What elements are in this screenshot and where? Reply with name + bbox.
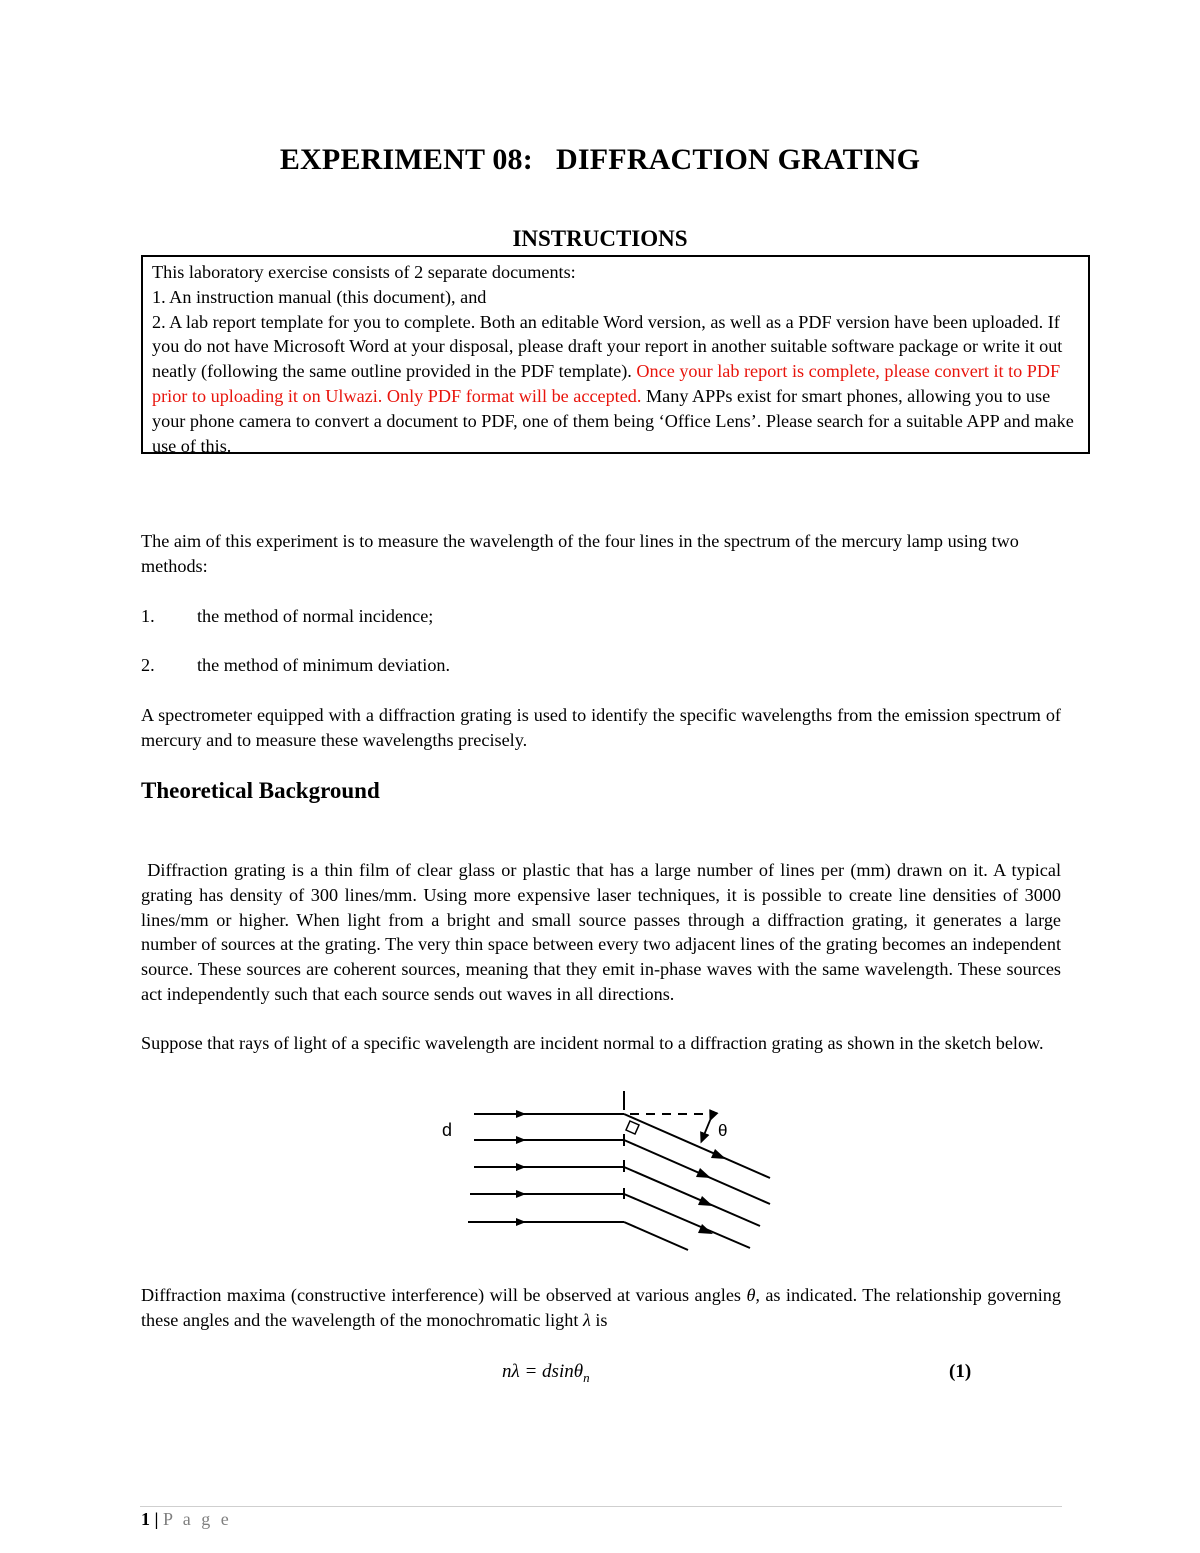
instructions-box	[141, 255, 1090, 454]
arrow-icon	[698, 1196, 713, 1206]
instructions-line-1: This laboratory exercise consists of 2 separate documents:	[152, 262, 576, 282]
label-theta: θ	[718, 1121, 728, 1140]
spectrometer-paragraph: A spectrometer equipped with a diffraction grating is used to identify the specific wavelengths from the emission spectrum of mercury and to measure these wavelengths precisely.	[141, 705, 1061, 750]
equation-subscript: n	[583, 1369, 590, 1385]
arrow-icon	[696, 1168, 711, 1178]
equation-lhs: nλ = dsinθ	[502, 1361, 584, 1382]
aim-paragraph: The aim of this experiment is to measure the wavelength of the four lines in the spectrum of the mercury lamp using two methods:	[141, 531, 1019, 576]
diffracted-ray	[624, 1140, 770, 1204]
method-item-2	[141, 653, 1061, 678]
maxima-text-a: Diffraction maxima (constructive interference) will be observed at various angles	[141, 1285, 747, 1305]
angle-arc	[702, 1118, 711, 1140]
maxima-text-c: is	[590, 1309, 608, 1330]
instructions-heading: INSTRUCTIONS	[512, 226, 688, 251]
arrow-icon	[711, 1149, 726, 1159]
method-number: 1.	[141, 606, 155, 626]
instructions-paragraph	[152, 310, 1082, 459]
diffracted-ray	[624, 1167, 760, 1226]
arrow-icon	[516, 1136, 526, 1144]
label-d: d	[442, 1120, 453, 1140]
lambda-symbol: λ	[582, 1309, 591, 1330]
method-number: 2.	[141, 655, 155, 675]
diffracted-ray	[624, 1194, 750, 1248]
instructions-line-3: 2. A lab report template for you to complete. Both an editable Word version, as well as a PDF version have been uploaded. If you do not have Microsoft Word at your disposal, please draft your report in another suitable software package or write it out neatly (following the same outline provided in the PDF template).	[152, 311, 1063, 382]
method-text: the method of minimum deviation.	[197, 655, 451, 675]
diffracted-ray	[624, 1222, 688, 1250]
arrow-icon	[516, 1218, 526, 1226]
method-item-1	[141, 604, 1061, 629]
theory-paragraph-2: Suppose that rays of light of a specific wavelength are incident normal to a diffraction grating as shown in the sketch below.	[141, 1033, 1044, 1053]
theory-paragraph-1: Diffraction grating is a thin film of clear glass or plastic that has a large number of lines per (mm) drawn on it. A typical grating has density of 300 lines/mm. Using more expensive laser techniques, it is possible to create line densities of 3000 lines/mm or higher. When light from a bright and small source passes through a diffraction grating, it generates a large number of sources at the grating. The very thin space between every two adjacent lines of the grating becomes an independent source. These sources are coherent sources, meaning that they emit in-phase waves with the same wavelength. These sources act independently such that each source sends out waves in all directions.	[141, 860, 1066, 1004]
maxima-paragraph	[141, 1283, 1061, 1333]
footer-divider	[140, 1506, 1062, 1507]
arrow-icon	[698, 1224, 713, 1234]
footer-separator: |	[150, 1509, 163, 1529]
instructions-line-2: 1. An instruction manual (this document), and	[152, 286, 487, 307]
page-number: 1	[141, 1509, 150, 1529]
page-footer	[141, 1509, 232, 1530]
arrow-icon	[516, 1163, 526, 1171]
page-label: P a g e	[162, 1509, 232, 1529]
equation-number: (1)	[949, 1361, 972, 1382]
arrow-icon	[516, 1110, 526, 1118]
right-angle-marker	[626, 1121, 639, 1134]
diffracted-ray	[624, 1114, 770, 1178]
theta-symbol: θ,	[746, 1285, 760, 1305]
section-heading: Theoretical Background	[141, 778, 380, 803]
pdf-requirement-notice: Once your lab report is complete, please convert it to PDF prior to uploading it on Ulwazi. Only PDF format will be accepted.	[152, 361, 1061, 406]
grating-diagram	[440, 1088, 780, 1258]
page-title: EXPERIMENT 08: DIFFRACTION GRATING	[279, 143, 921, 176]
method-text: the method of normal incidence;	[197, 606, 434, 626]
instructions-line-4: Many APPs exist for smart phones, allowing you to use your phone camera to convert a document to PDF, one of them being ‘Office Lens’. Please search for a suitable APP and make use of this.	[152, 385, 1074, 456]
equation	[502, 1361, 590, 1386]
maxima-text-b: as indicated. The relationship governing these angles and the wavelength of the monochromatic light	[141, 1285, 1061, 1330]
arrow-icon	[516, 1190, 526, 1198]
